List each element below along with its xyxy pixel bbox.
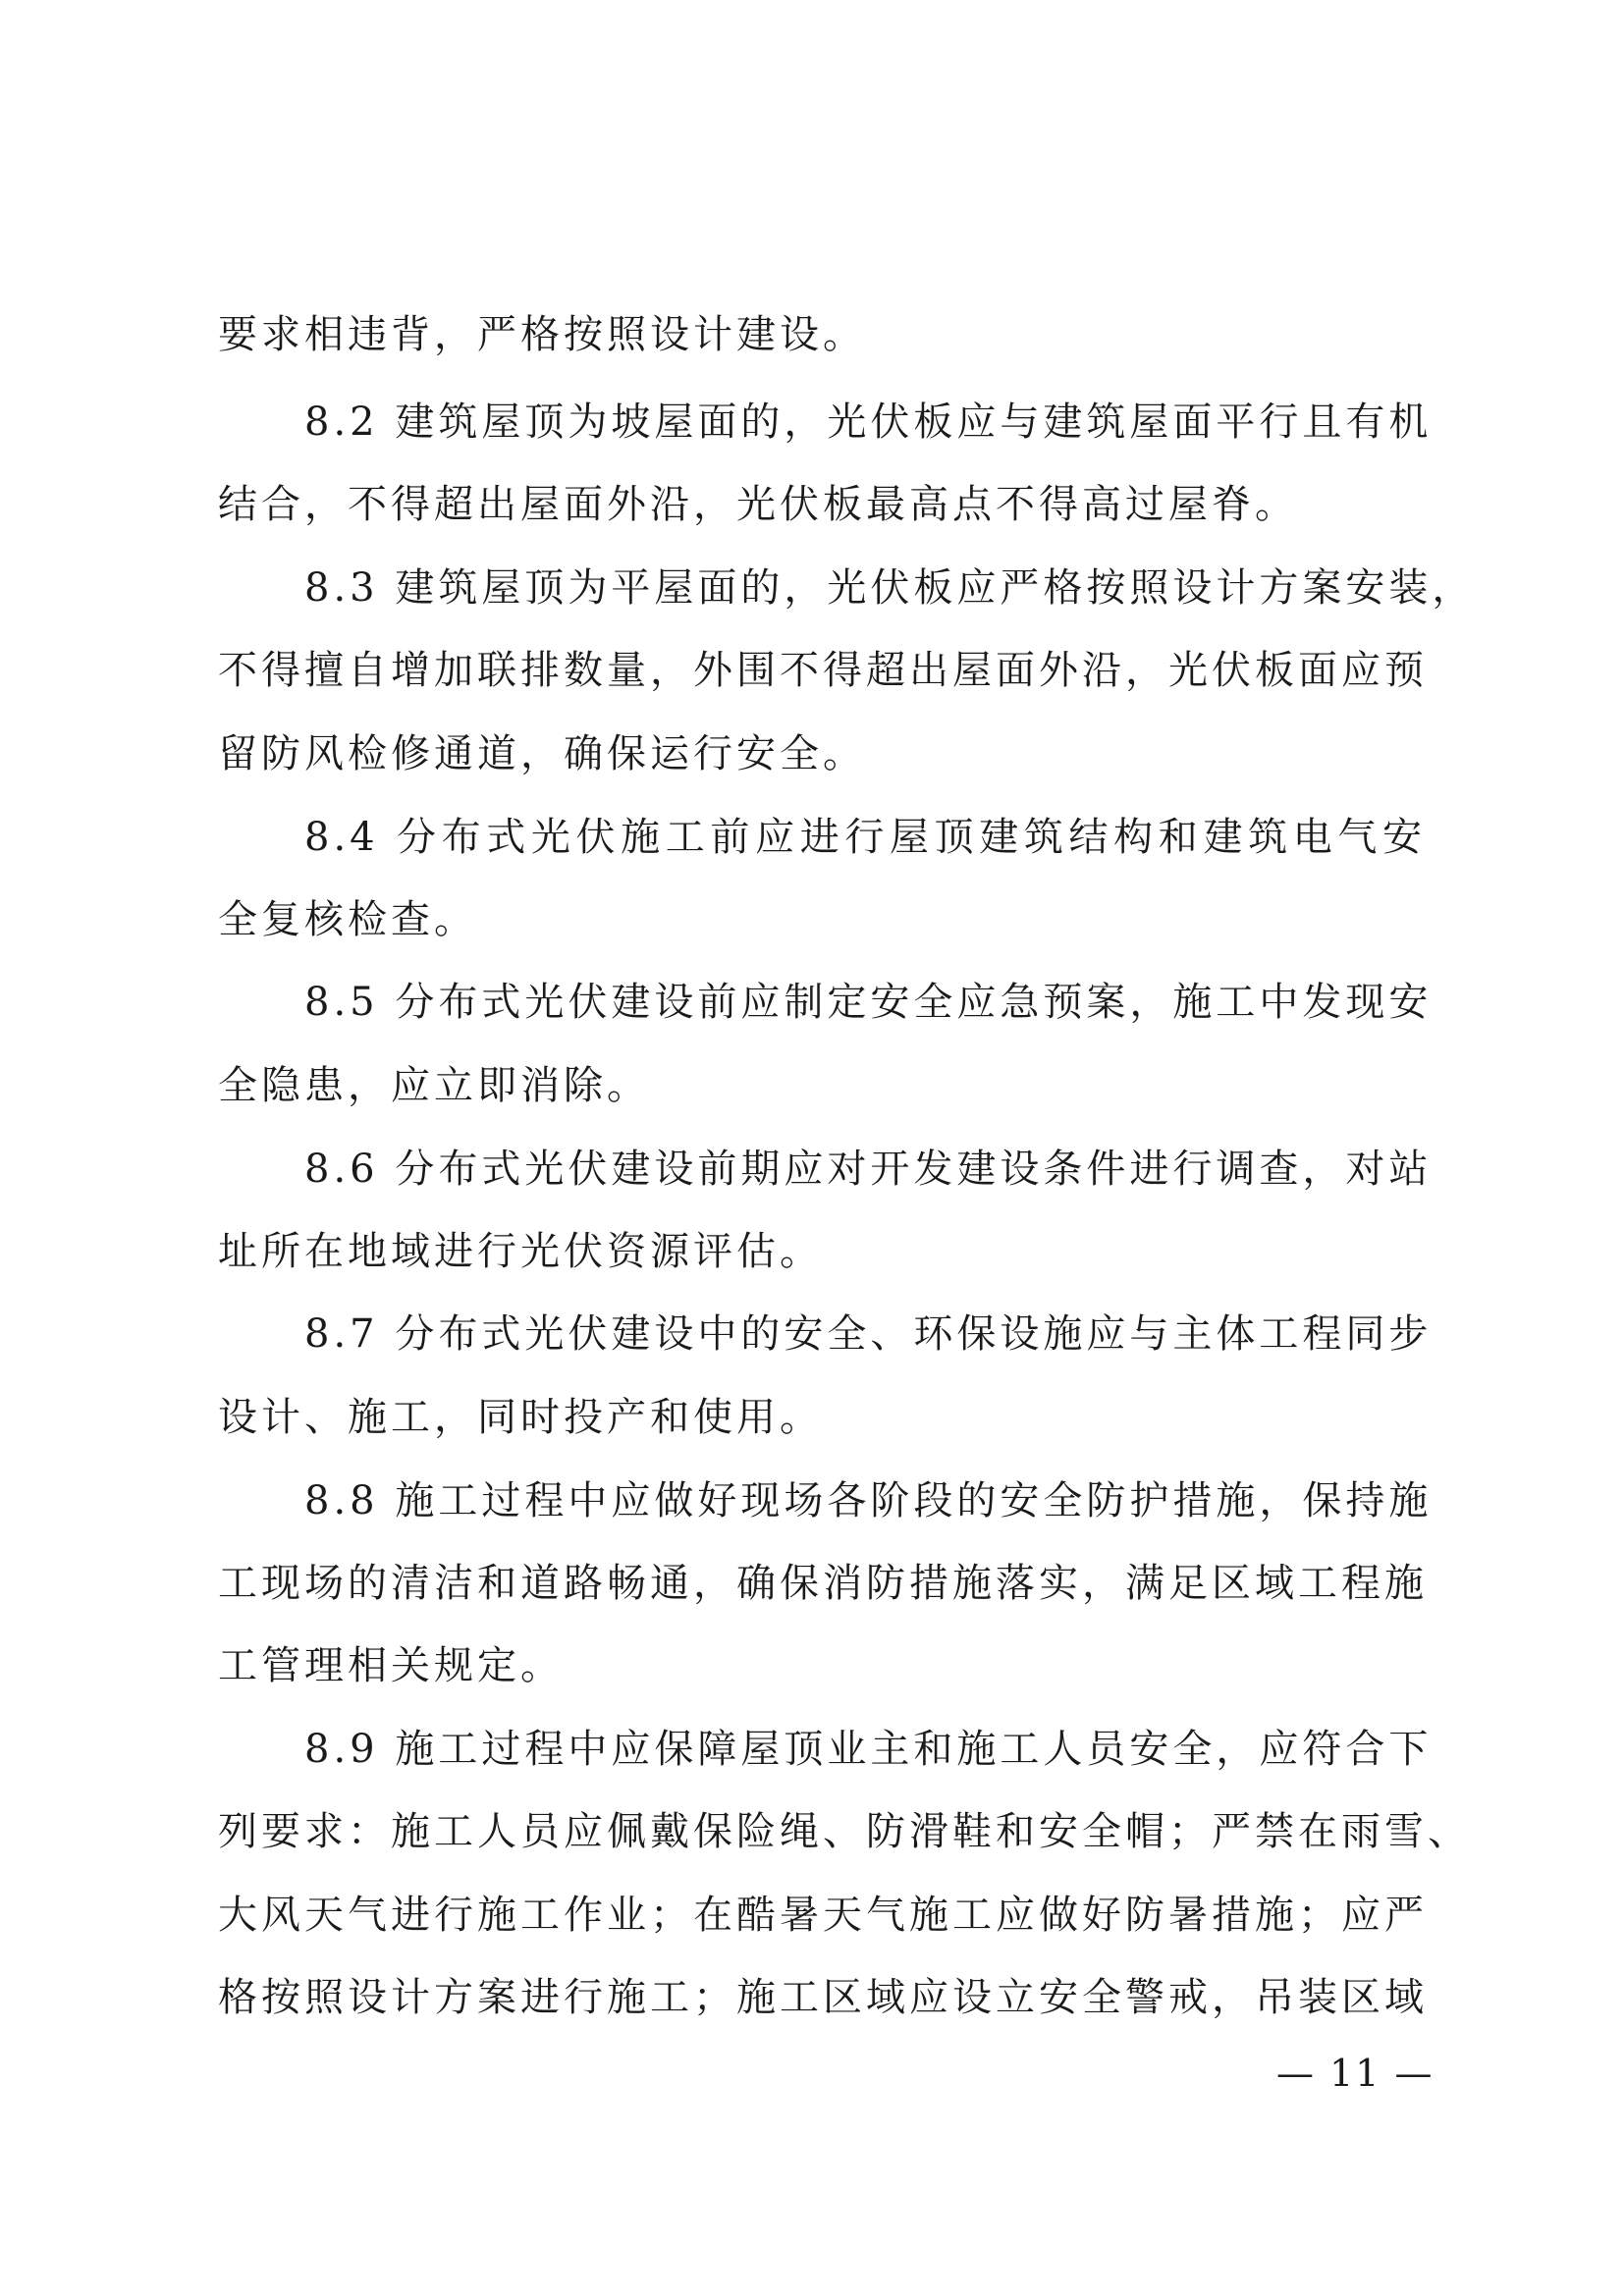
clause-8-9-line-1: 8.9 施工过程中应保障屋顶业主和施工人员安全，应符合下 — [304, 1727, 1433, 1772]
clause-8-4-line-1: 8.4 分布式光伏施工前应进行屋顶建筑结构和建筑电气安 — [304, 815, 1426, 860]
text-line-1: 要求相违背，严格按照设计建设。 — [218, 312, 866, 357]
clause-8-9-line-3: 大风天气进行施工作业；在酷暑天气施工应做好防暑措施；应严 — [218, 1893, 1428, 1938]
clause-8-9-line-4: 格按照设计方案进行施工；施工区域应设立安全警戒，吊装区域 — [218, 1975, 1428, 2020]
clause-8-3-line-3: 留防风检修通道，确保运行安全。 — [218, 731, 866, 776]
page-number: — 11 — — [1276, 2052, 1435, 2095]
clause-8-6-line-1: 8.6 分布式光伏建设前期应对开发建设条件进行调查，对站 — [304, 1147, 1433, 1192]
clause-8-8-line-2: 工现场的清洁和道路畅通，确保消防措施落实，满足区域工程施 — [218, 1561, 1428, 1606]
clause-8-2-line-2: 结合，不得超出屋面外沿，光伏板最高点不得高过屋脊。 — [218, 482, 1298, 527]
clause-8-5-line-1: 8.5 分布式光伏建设前应制定安全应急预案，施工中发现安 — [304, 980, 1433, 1025]
clause-8-7-line-2: 设计、施工，同时投产和使用。 — [218, 1395, 823, 1440]
clause-8-9-line-2: 列要求：施工人员应佩戴保险绳、防滑鞋和安全帽；严禁在雨雪、 — [218, 1809, 1471, 1854]
clause-8-3-line-1: 8.3 建筑屋顶为平屋面的，光伏板应严格按照设计方案安装， — [304, 565, 1476, 611]
clause-8-4-line-2: 全复核检查。 — [218, 897, 477, 942]
clause-8-2-line-1: 8.2 建筑屋顶为坡屋面的，光伏板应与建筑屋面平行且有机 — [304, 400, 1433, 445]
clause-8-8-line-1: 8.8 施工过程中应做好现场各阶段的安全防护措施，保持施 — [304, 1478, 1433, 1523]
clause-8-8-line-3: 工管理相关规定。 — [218, 1643, 564, 1688]
clause-8-3-line-2: 不得擅自增加联排数量，外围不得超出屋面外沿，光伏板面应预 — [218, 648, 1428, 693]
clause-8-7-line-1: 8.7 分布式光伏建设中的安全、环保设施应与主体工程同步 — [304, 1311, 1433, 1357]
clause-8-5-line-2: 全隐患，应立即消除。 — [218, 1063, 650, 1108]
clause-8-6-line-2: 址所在地域进行光伏资源评估。 — [218, 1229, 823, 1274]
